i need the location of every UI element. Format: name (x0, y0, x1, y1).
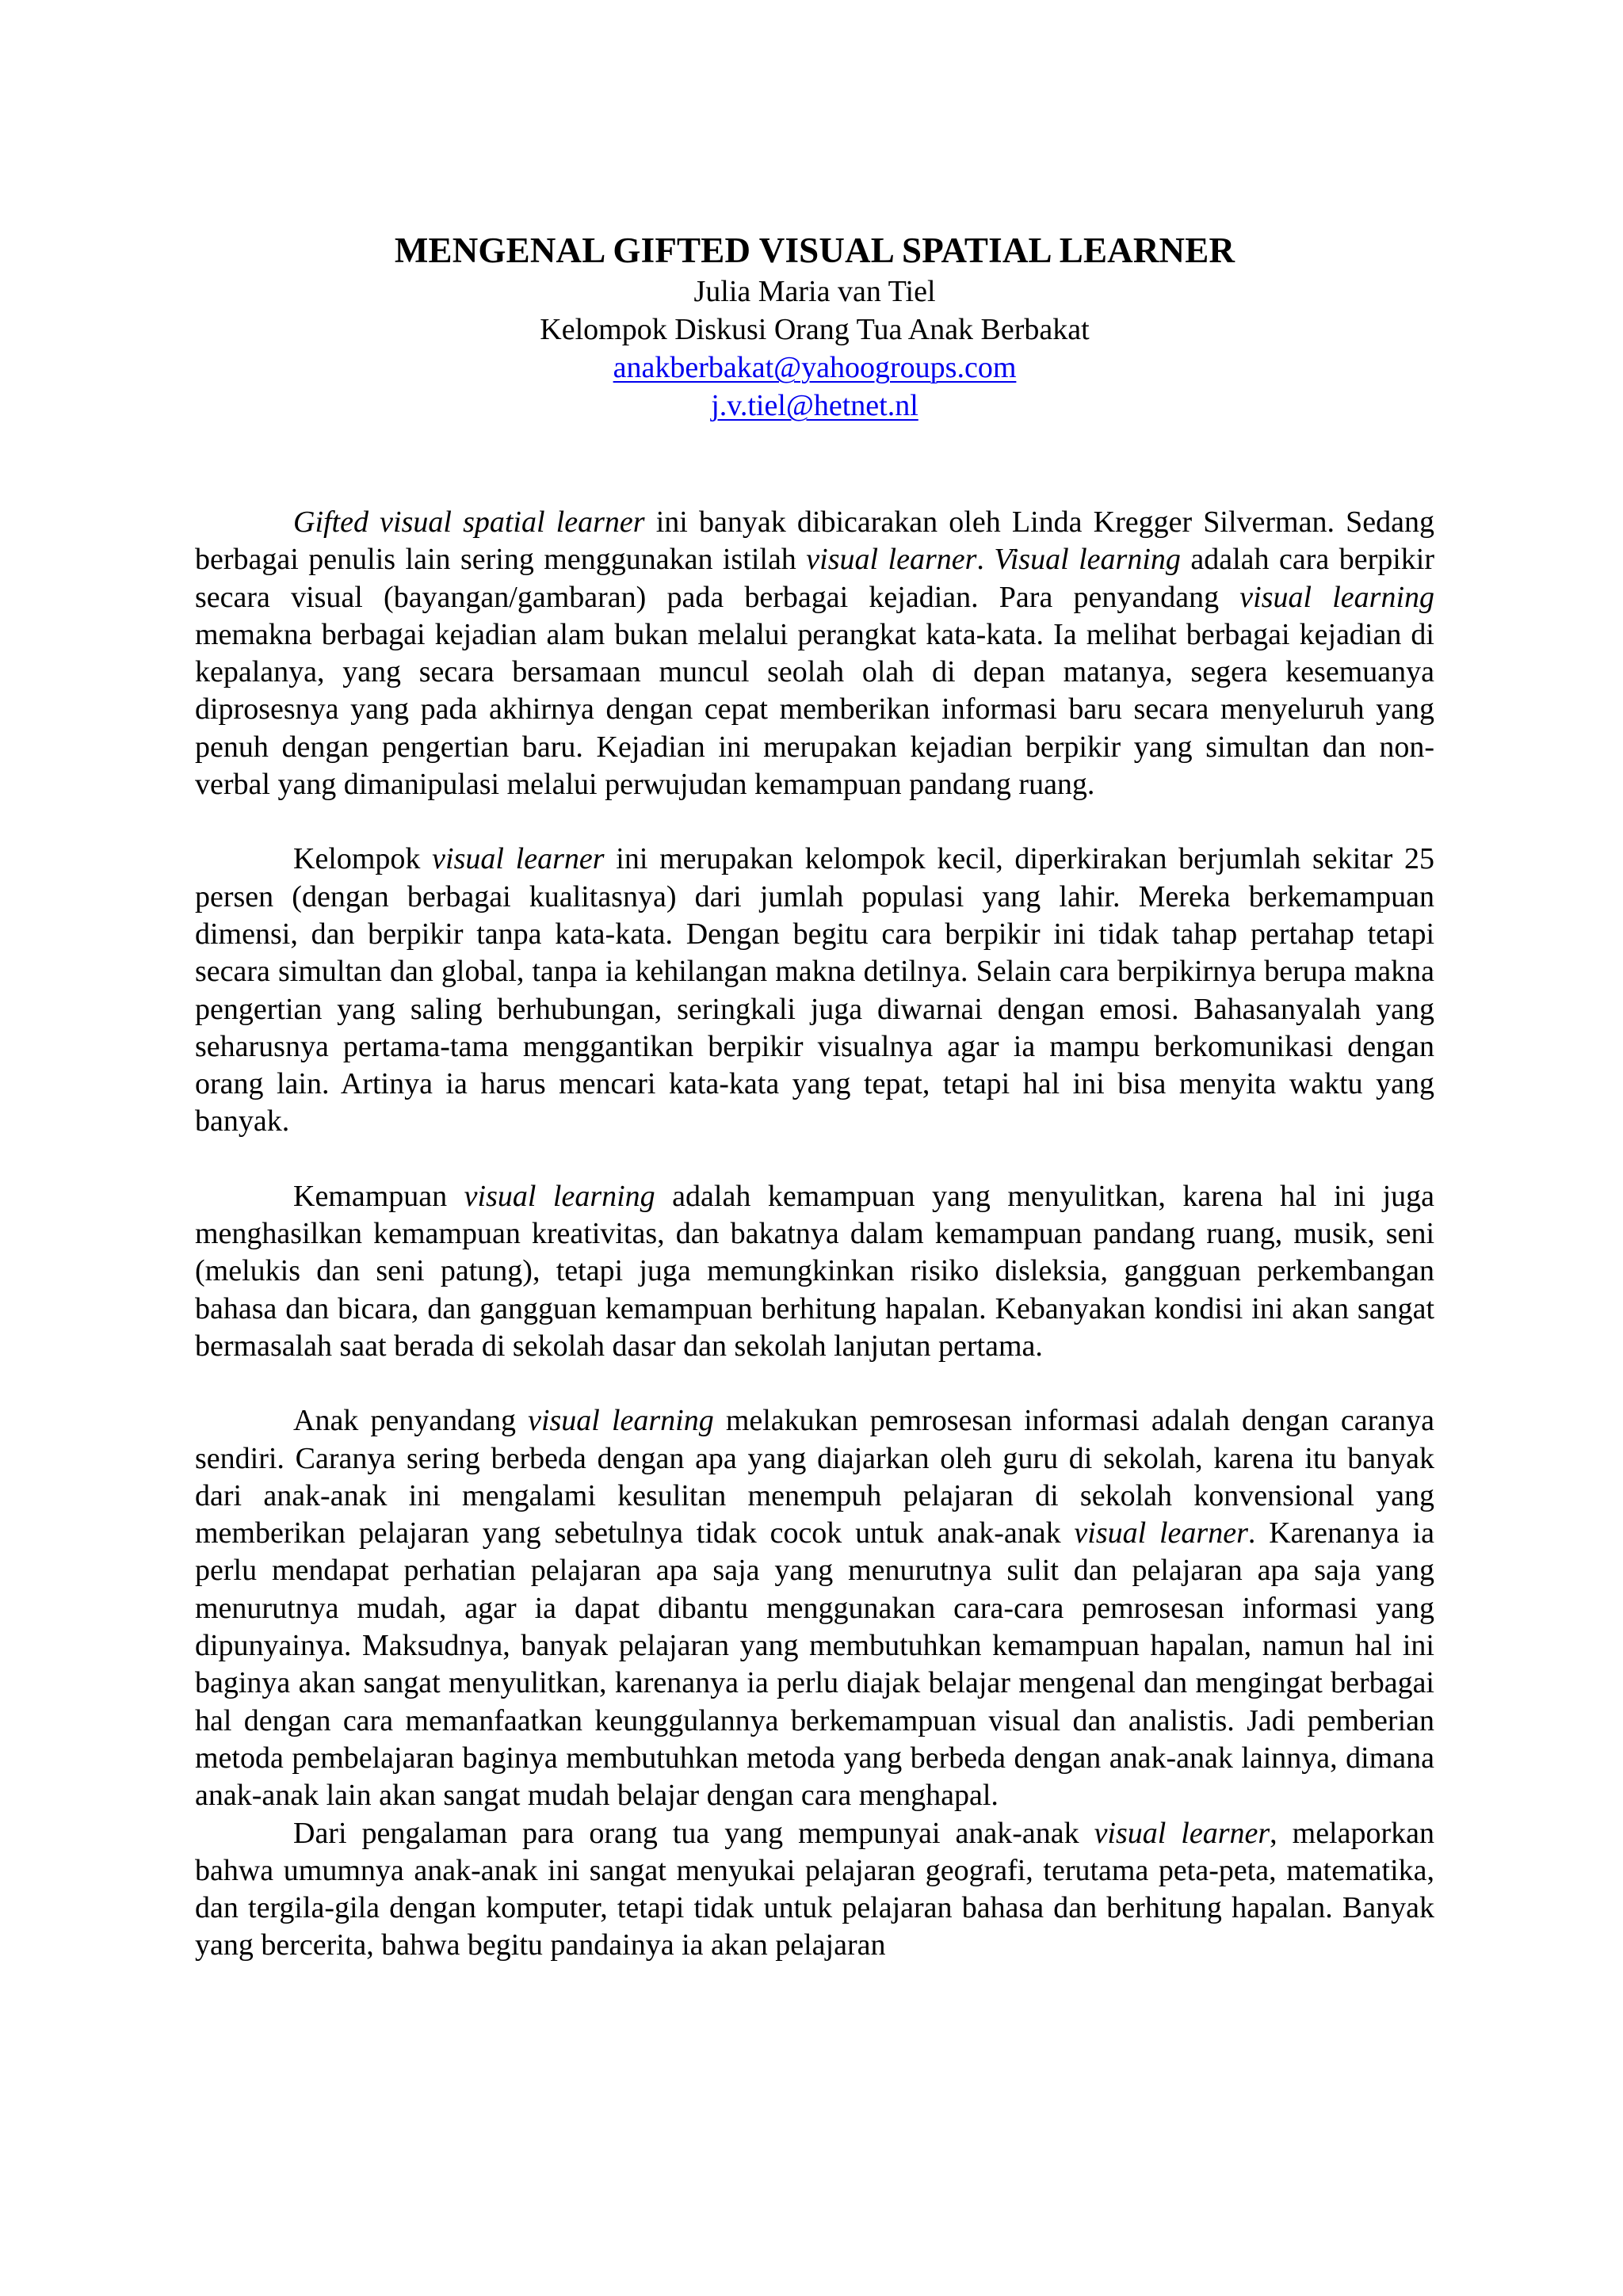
text-run: Kemampuan (293, 1179, 464, 1213)
text-run: adalah cara berpikir secara visual (bayangan/gambaran) pada berbagai kejadian. Para penyandang (195, 543, 1435, 614)
paragraph-3 (195, 1178, 1434, 1365)
text-run: Kelompok (293, 842, 433, 876)
italic-term: visual learner (432, 842, 605, 876)
text-run: . (976, 543, 995, 577)
text-run: melakukan pemrosesan informasi adalah dengan caranya sendiri. Caranya sering berbeda dengan apa yang diajarkan oleh guru di sekolah, karena itu banyak dari anak-anak ini mengalami kesulitan menempuh pelajaran di sekolah konvensional yang memberikan pelajaran yang sebetulnya tidak cocok untuk anak-anak (195, 1404, 1434, 1550)
text-run: adalah kemampuan yang menyulitkan, karena hal ini juga menghasilkan kemampuan kreativitas, dan bakatnya dalam kemampuan pandang ruang, musik, seni (melukis dan seni patung), tetapi juga memungkinkan risiko disleksia, gangguan perkembangan bahasa dan bicara, dan gangguan kemampuan berhitung hapalan. Kebanyakan kondisi ini akan sangat bermasalah saat berada di sekolah dasar dan sekolah lanjutan pertama. (195, 1179, 1435, 1363)
author-name: Julia Maria van Tiel (693, 275, 936, 308)
italic-term: visual learner (1094, 1816, 1270, 1850)
italic-term: visual learner (1074, 1516, 1248, 1550)
paragraph-4 (195, 1402, 1434, 1814)
paragraph-2 (195, 841, 1434, 1140)
text-run: memakna berbagai kejadian alam bukan melalui perangkat kata-kata. Ia melihat berbagai kejadian di kepalanya, yang secara bersamaan muncul seolah olah di depan matanya, segera kesemuanya diprosesnya yang pada akhirnya dengan cepat memberikan informasi baru secara menyeluruh yang penuh dengan pengertian baru. Kejadian ini merupakan kejadian berpikir yang simultan dan non-verbal yang dimanipulasi melalui perwujudan kemampuan pandang ruang. (195, 617, 1434, 802)
text-run: Dari pengalaman para orang tua yang mempunyai anak-anak (293, 1816, 1094, 1850)
paragraph-5 (195, 1815, 1434, 1965)
italic-term: visual learner (806, 543, 977, 577)
document-header (195, 228, 1434, 425)
paragraph-1 (195, 504, 1434, 803)
email-link-author[interactable]: j.v.tiel@hetnet.nl (711, 389, 918, 422)
italic-term: visual learning (528, 1404, 714, 1438)
email-link-group[interactable]: anakberbakat@yahoogroups.com (613, 351, 1017, 384)
italic-term: Gifted visual spatial learner (293, 505, 645, 539)
italic-term: Visual learning (994, 543, 1181, 577)
author-affiliation: Kelompok Diskusi Orang Tua Anak Berbakat (540, 313, 1090, 346)
text-run: , melaporkan bahwa umumnya anak-anak ini sangat menyukai pelajaran geografi, terutama peta-peta, matematika, dan tergila-gila dengan komputer, tetapi tidak untuk pelajaran bahasa dan berhitung hapalan. Banyak yang bercerita, bahwa begitu pandainya ia akan pelajaran (195, 1816, 1435, 1962)
text-run: Anak penyandang (293, 1404, 529, 1438)
italic-term: visual learning (1239, 580, 1435, 614)
text-run: ini banyak dibicarakan oleh Linda Kregger Silverman. Sedang berbagai penulis lain sering menggunakan istilah (195, 505, 1435, 577)
italic-term: visual learning (464, 1179, 655, 1213)
text-run: ini merupakan kelompok kecil, diperkirakan berjumlah sekitar 25 persen (dengan berbagai kualitasnya) dari jumlah populasi yang lahir. Mereka berkemampuan dimensi, dan berpikir tanpa kata-kata. Dengan begitu cara berpikir ini tidak tahap pertahap tetapi secara simultan dan global, tanpa ia kehilangan makna detilnya. Selain cara berpikirnya berupa makna pengertian yang saling berhubungan, seringkali juga diwarnai dengan emosi. Bahasanyalah yang seharusnya pertama-tama menggantikan berpikir visualnya agar ia mampu berkomunikasi dengan orang lain. Artinya ia harus mencari kata-kata yang tepat, tetapi hal ini bisa menyita waktu yang banyak. (195, 842, 1434, 1138)
document-title: MENGENAL GIFTED VISUAL SPATIAL LEARNER (394, 231, 1235, 270)
text-run: . Karenanya ia perlu mendapat perhatian pelajaran apa saja yang menurutnya sulit dan pelajaran apa saja yang menurutnya mudah, agar ia dapat dibantu menggunakan cara-cara pemrosesan informasi yang dipunyainya. Maksudnya, banyak pelajaran yang membutuhkan kemampuan hapalan, namun hal ini baginya akan sangat menyulitkan, karenanya ia perlu diajak belajar mengenal dan mengingat berbagai hal dengan cara memanfaatkan keunggulannya berkemampuan visual dan analistis. Jadi pemberian metoda pembelajaran baginya membutuhkan metoda yang berbeda dengan anak-anak lainnya, dimana anak-anak lain akan sangat mudah belajar dengan cara menghapal. (195, 1516, 1434, 1813)
document-body (195, 504, 1434, 1965)
